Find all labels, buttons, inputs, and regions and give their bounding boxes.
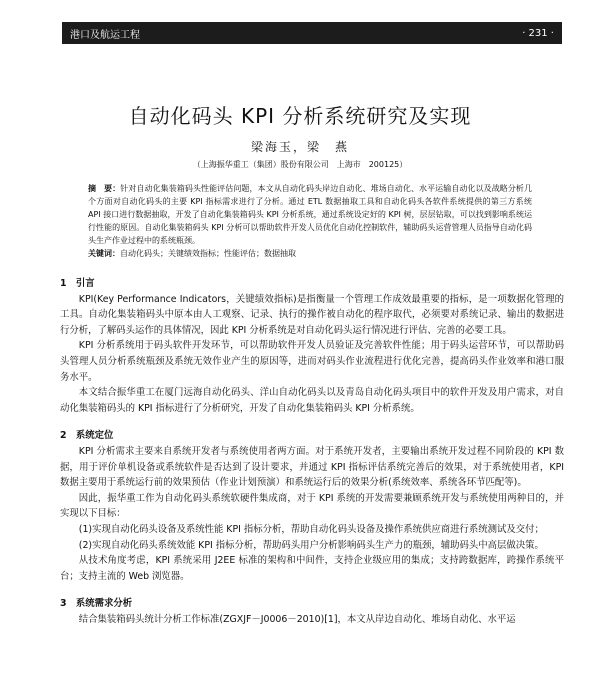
- affiliation: （上海振华重工（集团）股份有限公司 上海市 200125）: [192, 160, 408, 169]
- paragraph: KPI(Key Performance Indicators，关键绩效指标)是指衡量一个管理工作成效最重要的指标，是一项数据化管理的工具。自动化集装箱码头中原本由人工观察、记录、执行的操作被自动化的程序取代，必须要对系统记录、输出的数据进行分析，了解码头运作的具体情况，因此 KPI 分析系统是对自动化码头运行情况进行评估、完善的必要工具。: [60, 293, 564, 336]
- abstract-block: [88, 182, 532, 260]
- keywords: [88, 247, 532, 260]
- keywords-label: 关键词：: [88, 249, 120, 258]
- paper-title: 自动化码头 KPI 分析系统研究及实现: [128, 104, 472, 128]
- body-text: [60, 276, 564, 627]
- abstract-label: 摘 要：: [88, 184, 121, 193]
- running-header: [62, 22, 562, 44]
- paragraph: 从技术角度考虑，KPI 系统采用 J2EE 标准的架构和中间件，支持企业级应用的集成；支持跨数据库，跨操作系统平台；支持主流的 Web 浏览器。: [60, 555, 564, 582]
- section-heading-2: 2 系统定位: [60, 430, 114, 442]
- paragraph: KPI 分析需求主要来自系统开发者与系统使用者两方面。对于系统开发者，主要输出系统开发过程不同阶段的 KPI 数据，用于评价单机设备或系统软件是否达到了设计要求，并通过 KPI 指标评估系统完善后的效果，对于系统使用者，KPI 数据主要用于系统运行前的效果预估（作业计划预演）和系统运行后的效果分析(系统效率、系统各环节匹配等)。: [60, 445, 564, 489]
- authors: 梁海玉，梁 燕: [250, 140, 349, 154]
- paragraph: (1)实现自动化码头设备及系统性能 KPI 指标分析，帮助自动化码头设备及操作系统供应商进行系统测试及交付；: [78, 523, 544, 535]
- paragraph: (2)实现自动化码头系统效能 KPI 指标分析，帮助码头用户分析影响码头生产力的瓶颈，辅助码头中高层做决策。: [78, 539, 544, 551]
- paragraph: 本文结合振华重工在厦门远海自动化码头、洋山自动化码头以及青岛自动化码头项目中的软件开发及用户需求，对自动化集装箱码头的 KPI 指标进行了分析研究，开发了自动化集装箱码头 KPI 分析系统。: [60, 387, 564, 414]
- paragraph: KPI 分析系统用于码头软件开发环节，可以帮助软件开发人员验证及完善软件性能；用于码头运营环节，可以帮助码头管理人员分析系统瓶颈及系统无效作业产生的原因等，进而对码头作业流程进行优化完善，提高码头作业效率和港口服务水平。: [60, 340, 564, 383]
- page-number: · 231 ·: [522, 27, 554, 39]
- abstract-text: 针对自动化集装箱码头性能评估问题，本文从自动化码头岸边自动化、堆场自动化、水平运输自动化以及战略分析几个方面对自动化码头的主要 KPI 指标需求进行了分析。通过 ETL 数据抽取工具和自动化码头各软件系统提供的第三方系统 API 接口进行数据抽取，开发了自动化集装箱码头 KPI 分析系统，通过系统设定好的 KPI 树，层层钻取，可以找到影响系统运行性能的原因。自动化集装箱码头 KPI 分析可以帮助软件开发人员优化自动化控制软件，辅助码头运营管理人员指导自动化码头生产作业过程中的系统瓶颈。: [88, 184, 532, 245]
- abstract: [88, 182, 532, 247]
- paragraph: 因此，振华重工作为自动化码头系统软硬件集成商，对于 KPI 系统的开发需要兼顾系统开发与系统使用两种目的，并实现以下目标：: [60, 492, 564, 520]
- section-heading-3: 3 系统需求分析: [60, 598, 133, 610]
- section-heading-1: 1 引言: [60, 278, 95, 289]
- journal-name: 港口及航运工程: [70, 29, 140, 41]
- keywords-text: 自动化码头；关键绩效指标；性能评估；数据抽取: [120, 249, 296, 258]
- paragraph: 结合集装箱码头统计分析工作标准(ZGXJF－J0006－2010)[1]，本文从岸边自动化、堆场自动化、水平运: [78, 613, 516, 625]
